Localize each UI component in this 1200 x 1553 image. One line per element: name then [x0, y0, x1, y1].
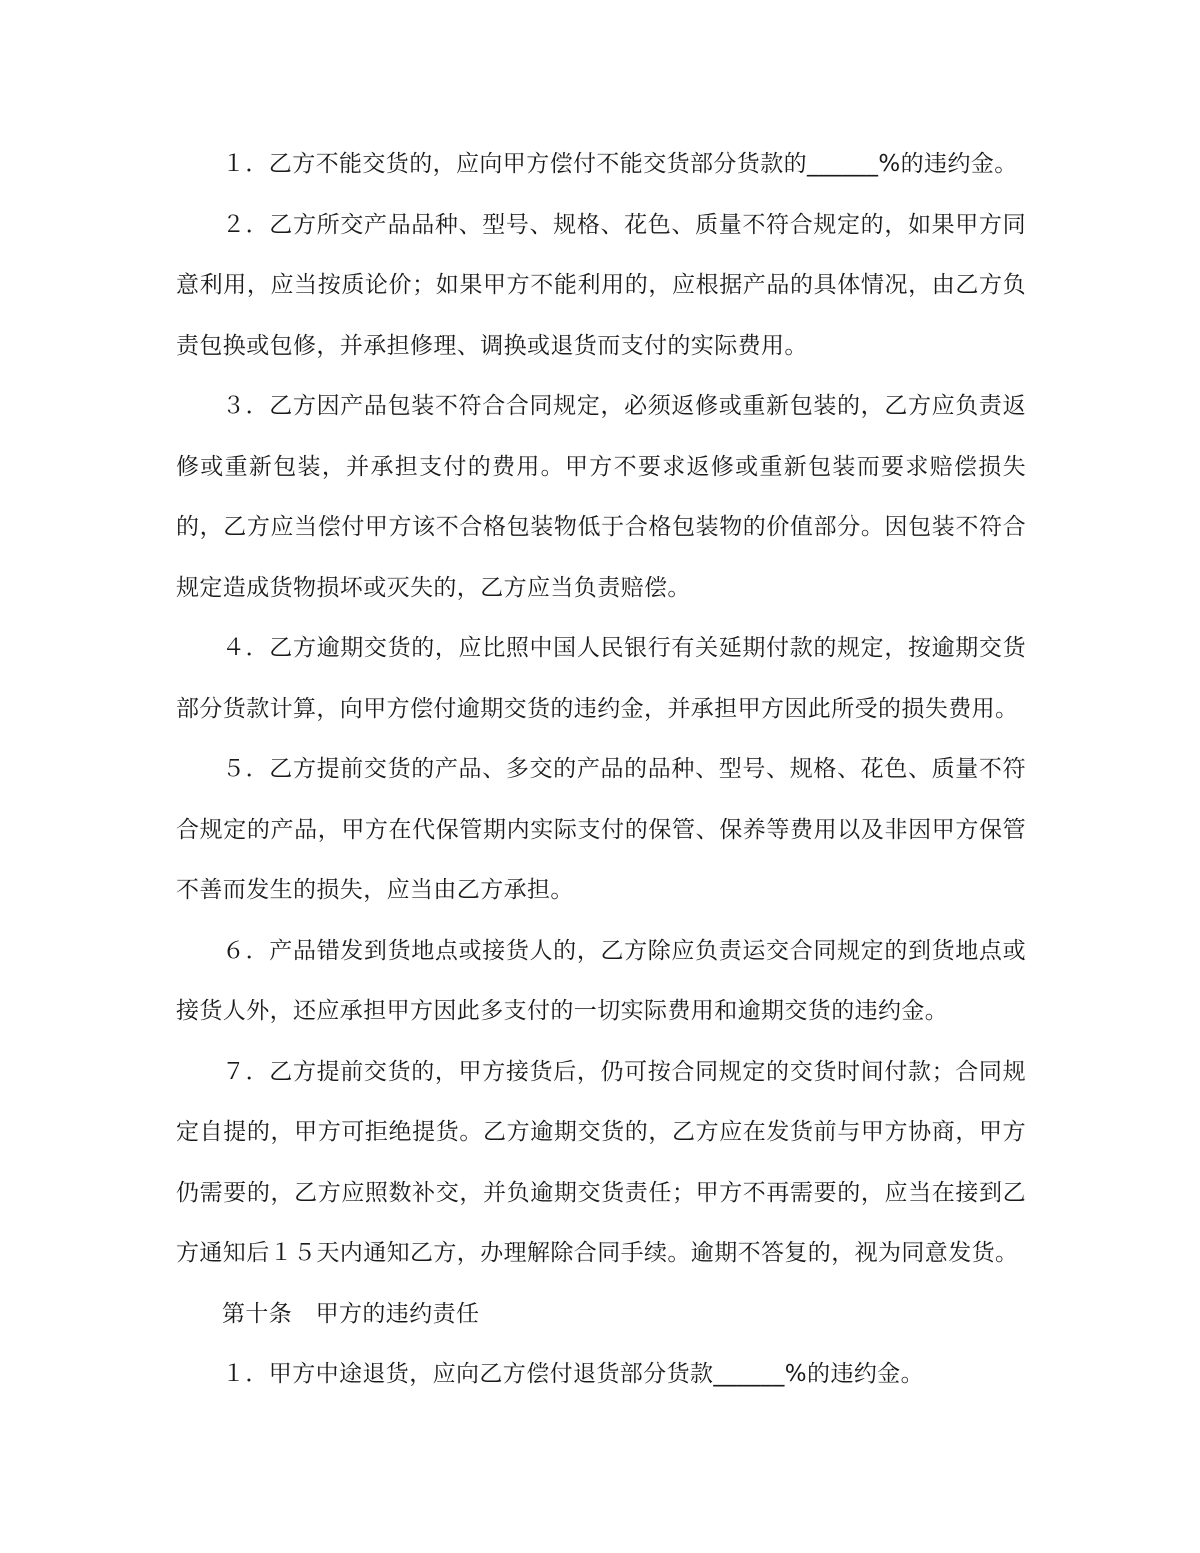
clause-paragraph-1: １．乙方不能交货的，应向甲方偿付不能交货部分货款的______%的违约金。: [222, 151, 1018, 177]
clause-paragraph-4: ４．乙方逾期交货的，应比照中国人民银行有关延期付款的规定，按逾期交货部分货款计算，向甲方偿付逾期交货的违约金，并承担甲方因此所受的损失费用。: [176, 635, 1026, 722]
clause-paragraph-6: ６．产品错发到货地点或接货人的，乙方除应负责运交合同规定的到货地点或接货人外，还应承担甲方因此多支付的一切实际费用和逾期交货的违约金。: [176, 937, 1026, 1024]
clause-paragraph-2: ２．乙方所交产品品种、型号、规格、花色、质量不符合规定的，如果甲方同意利用，应当按质论价；如果甲方不能利用的，应根据产品的具体情况，由乙方负责包换或包修，并承担修理、调换或退货而支付的实际费用。: [176, 211, 1026, 359]
clause-paragraph-3: ３．乙方因产品包装不符合合同规定，必须返修或重新包装的，乙方应负责返修或重新包装，并承担支付的费用。甲方不要求返修或重新包装而要求赔偿损失的，乙方应当偿付甲方该不合格包装物低于合格包装物的价值部分。因包装不符合规定造成货物损坏或灭失的，乙方应当负责赔偿。: [176, 393, 1026, 601]
clause-paragraph-7: ７．乙方提前交货的，甲方接货后，仍可按合同规定的交货时间付款；合同规定自提的，甲方可拒绝提货。乙方逾期交货的，乙方应在发货前与甲方协商，甲方仍需要的，乙方应照数补交，并负逾期交货责任；甲方不再需要的，应当在接到乙方通知后１５天内通知乙方，办理解除合同手续。逾期不答复的，视为同意发货。: [176, 1058, 1026, 1266]
document-body: [176, 134, 1026, 1405]
clause-paragraph-5: ５．乙方提前交货的产品、多交的产品的品种、型号、规格、花色、质量不符合规定的产品，甲方在代保管期内实际支付的保管、保养等费用以及非因甲方保管不善而发生的损失，应当由乙方承担。: [176, 756, 1026, 903]
section-heading: 第十条 甲方的违约责任: [222, 1300, 480, 1327]
clause-paragraph-final: １．甲方中途退货，应向乙方偿付退货部分货款______%的违约金。: [222, 1361, 925, 1387]
